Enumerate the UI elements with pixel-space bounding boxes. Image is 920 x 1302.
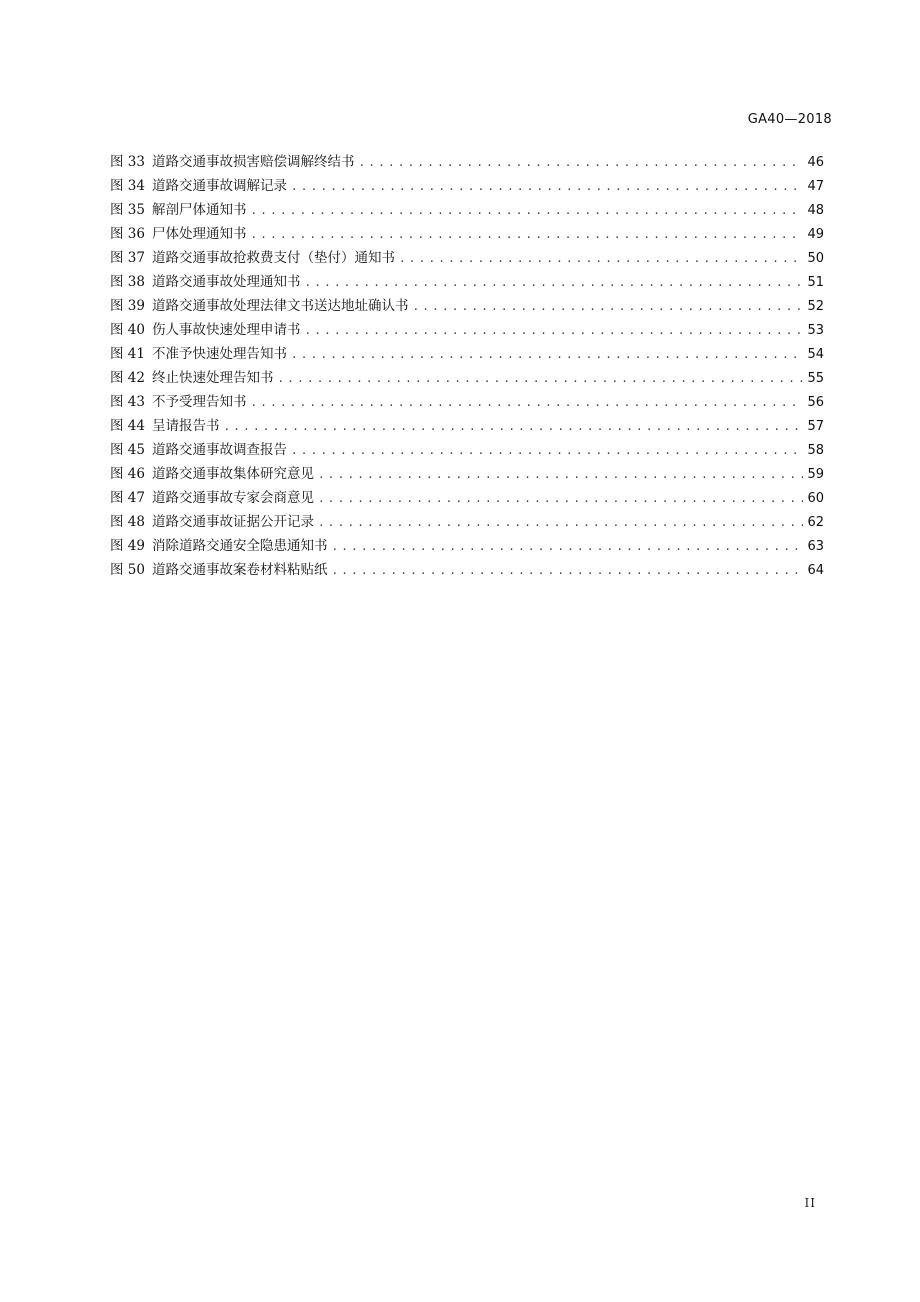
- page-number: 50: [807, 251, 824, 266]
- dot-leader: [291, 439, 803, 463]
- toc-entry[interactable]: [110, 534, 824, 558]
- toc-entry[interactable]: [110, 366, 824, 390]
- page-number: 46: [807, 155, 824, 170]
- page-number: 54: [807, 347, 824, 362]
- figure-title: 道路交通事故专家会商意见: [151, 490, 314, 506]
- page-number: 52: [807, 299, 824, 314]
- dot-leader: [250, 391, 803, 415]
- page-number: 53: [807, 323, 824, 338]
- toc-entry[interactable]: [110, 174, 824, 198]
- page-number: 58: [807, 443, 824, 458]
- figure-number: 图 35: [110, 202, 145, 218]
- dot-leader: [318, 463, 803, 487]
- page-number: 60: [807, 491, 824, 506]
- dot-leader: [412, 295, 803, 319]
- figure-number: 图 41: [110, 346, 145, 362]
- toc-entry[interactable]: [110, 198, 824, 222]
- toc-entry[interactable]: [110, 294, 824, 318]
- figure-title: 消除道路交通安全隐患通知书: [151, 538, 328, 554]
- figure-number: 图 43: [110, 394, 145, 410]
- figure-number: 图 47: [110, 490, 145, 506]
- toc-entry[interactable]: [110, 558, 824, 582]
- toc-entry[interactable]: [110, 414, 824, 438]
- dot-leader: [223, 415, 803, 439]
- toc-entry[interactable]: [110, 462, 824, 486]
- figure-number: 图 46: [110, 466, 145, 482]
- figure-title: 道路交通事故案卷材料粘贴纸: [151, 562, 328, 578]
- figure-title: 道路交通事故抢救费支付（垫付）通知书: [151, 250, 395, 266]
- page-number: 57: [807, 419, 824, 434]
- figure-table-of-contents: [110, 150, 824, 582]
- dot-leader: [318, 511, 803, 535]
- page-number: 63: [807, 539, 824, 554]
- figure-number: 图 38: [110, 274, 145, 290]
- toc-entry[interactable]: [110, 270, 824, 294]
- toc-entry[interactable]: [110, 510, 824, 534]
- figure-number: 图 39: [110, 298, 145, 314]
- figure-number: 图 48: [110, 514, 145, 530]
- dot-leader: [331, 559, 803, 583]
- figure-title: 解剖尸体通知书: [151, 202, 247, 218]
- figure-number: 图 44: [110, 418, 145, 434]
- dot-leader: [304, 319, 803, 343]
- figure-title: 道路交通事故集体研究意见: [151, 466, 314, 482]
- dot-leader: [291, 343, 803, 367]
- figure-title: 尸体处理通知书: [151, 226, 247, 242]
- toc-entry[interactable]: [110, 318, 824, 342]
- figure-number: 图 50: [110, 562, 145, 578]
- page-number: 56: [807, 395, 824, 410]
- figure-number: 图 36: [110, 226, 145, 242]
- figure-title: 不准予快速处理告知书: [151, 346, 287, 362]
- dot-leader: [331, 535, 803, 559]
- page-number: 62: [807, 515, 824, 530]
- figure-number: 图 45: [110, 442, 145, 458]
- page-number: 55: [807, 371, 824, 386]
- page-number: 64: [807, 563, 824, 578]
- dot-leader: [318, 487, 803, 511]
- dot-leader: [399, 247, 803, 271]
- figure-number: 图 49: [110, 538, 145, 554]
- dot-leader: [250, 223, 803, 247]
- page-number: 49: [807, 227, 824, 242]
- dot-leader: [277, 367, 803, 391]
- figure-number: 图 37: [110, 250, 145, 266]
- dot-leader: [304, 271, 803, 295]
- figure-number: 图 40: [110, 322, 145, 338]
- figure-number: 图 33: [110, 154, 145, 170]
- page-number: 48: [807, 203, 824, 218]
- toc-entry[interactable]: [110, 342, 824, 366]
- document-code: GA40—2018: [747, 112, 832, 127]
- toc-entry[interactable]: [110, 222, 824, 246]
- figure-title: 道路交通事故证据公开记录: [151, 514, 314, 530]
- toc-entry[interactable]: [110, 150, 824, 174]
- toc-entry[interactable]: [110, 438, 824, 462]
- figure-title: 伤人事故快速处理申请书: [151, 322, 301, 338]
- figure-number: 图 42: [110, 370, 145, 386]
- page-number: 59: [807, 467, 824, 482]
- toc-entry[interactable]: [110, 486, 824, 510]
- figure-title: 不予受理告知书: [151, 394, 247, 410]
- toc-entry[interactable]: [110, 390, 824, 414]
- dot-leader: [358, 151, 803, 175]
- figure-title: 道路交通事故调解记录: [151, 178, 287, 194]
- dot-leader: [250, 199, 803, 223]
- figure-title: 道路交通事故处理通知书: [151, 274, 301, 290]
- page-number: 51: [807, 275, 824, 290]
- figure-number: 图 34: [110, 178, 145, 194]
- figure-title: 呈请报告书: [151, 418, 220, 434]
- toc-entry[interactable]: [110, 246, 824, 270]
- dot-leader: [291, 175, 803, 199]
- page-footer-number: II: [804, 1196, 816, 1210]
- figure-title: 道路交通事故调查报告: [151, 442, 287, 458]
- figure-title: 终止快速处理告知书: [151, 370, 274, 386]
- figure-title: 道路交通事故处理法律文书送达地址确认书: [151, 298, 409, 314]
- page-number: 47: [807, 179, 824, 194]
- figure-title: 道路交通事故损害赔偿调解终结书: [151, 154, 355, 170]
